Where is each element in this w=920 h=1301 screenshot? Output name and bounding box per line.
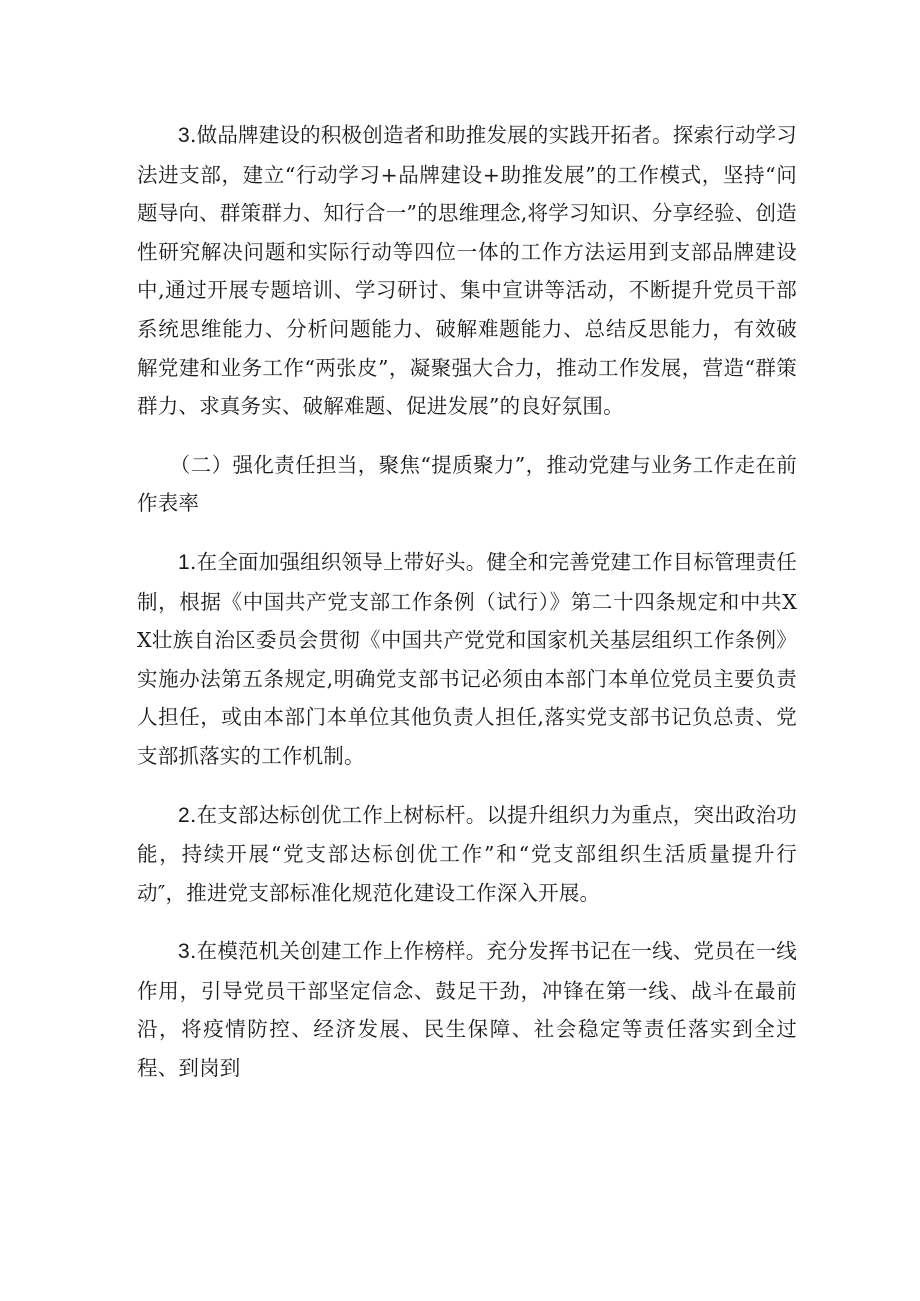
paragraph-number: 3	[178, 124, 190, 147]
paragraph-branch-standards	[137, 796, 797, 913]
paragraph-number: 3	[178, 940, 190, 964]
paragraph-text: .在模范机关创建工作上作榜样。充分发挥书记在一线、党员在一线作用，引导党员干部坚定信念、鼓足干劲，冲锋在第一线、战斗在最前沿，将疫情防控、经济发展、民生保障、社会稳定等责任落实到全过程、到岗到	[137, 939, 797, 1081]
document-page	[137, 116, 797, 1108]
paragraph-brand-building	[137, 116, 797, 426]
paragraph-text: .在全面加强组织领导上带好头。健全和完善党建工作目标管理责任制，根据《中国共产党支部工作条例（试行）》第二十四条规定和中共XX壮族自治区委员会贯彻《中国共产党党和国家机关基层组织工作条例》实施办法第五条规定,明确党支部书记必须由本部门本单位党员主要负责人担任，或由本部门本单位其他负责人担任,落实党支部书记负总责、党支部抓落实的工作机制。	[137, 549, 797, 768]
paragraph-text: .在支部达标创优工作上树标杆。以提升组织力为重点，突出政治功能，持续开展“党支部达标创优工作”和“党支部组织生活质量提升行动″，推进党支部标准化规范化建设工作深入开展。	[137, 802, 797, 905]
section-heading-2	[137, 446, 797, 523]
section-heading-text: （二）强化责任担当，聚焦“提质聚力”，推动党建与业务工作走在前作表率	[137, 452, 797, 516]
paragraph-text: .做品牌建设的积极创造者和助推发展的实践开拓者。探索行动学习法进支部，建立“行动学习+品牌建设+助推发展”的工作模式，坚持“问题导向、群策群力、知行合一”的思维理念,将学习知识、分享经验、创造性研究解决问题和实际行动等四位一体的工作方法运用到支部品牌建设中,通过开展专题培训、学习研讨、集中宣讲等活动，不断提升党员干部系统思维能力、分析问题能力、破解难题能力、总结反思能力，有效破解党建和业务工作“两张皮”，凝聚强大合力，推动工作发展，营造“群策群力、求真务实、破解难题、促进发展”的良好氛围。	[137, 123, 797, 419]
paragraph-model-agency	[137, 932, 797, 1087]
paragraph-number: 2	[178, 803, 190, 827]
paragraph-leadership	[137, 543, 797, 776]
paragraph-number: 1	[178, 550, 190, 574]
